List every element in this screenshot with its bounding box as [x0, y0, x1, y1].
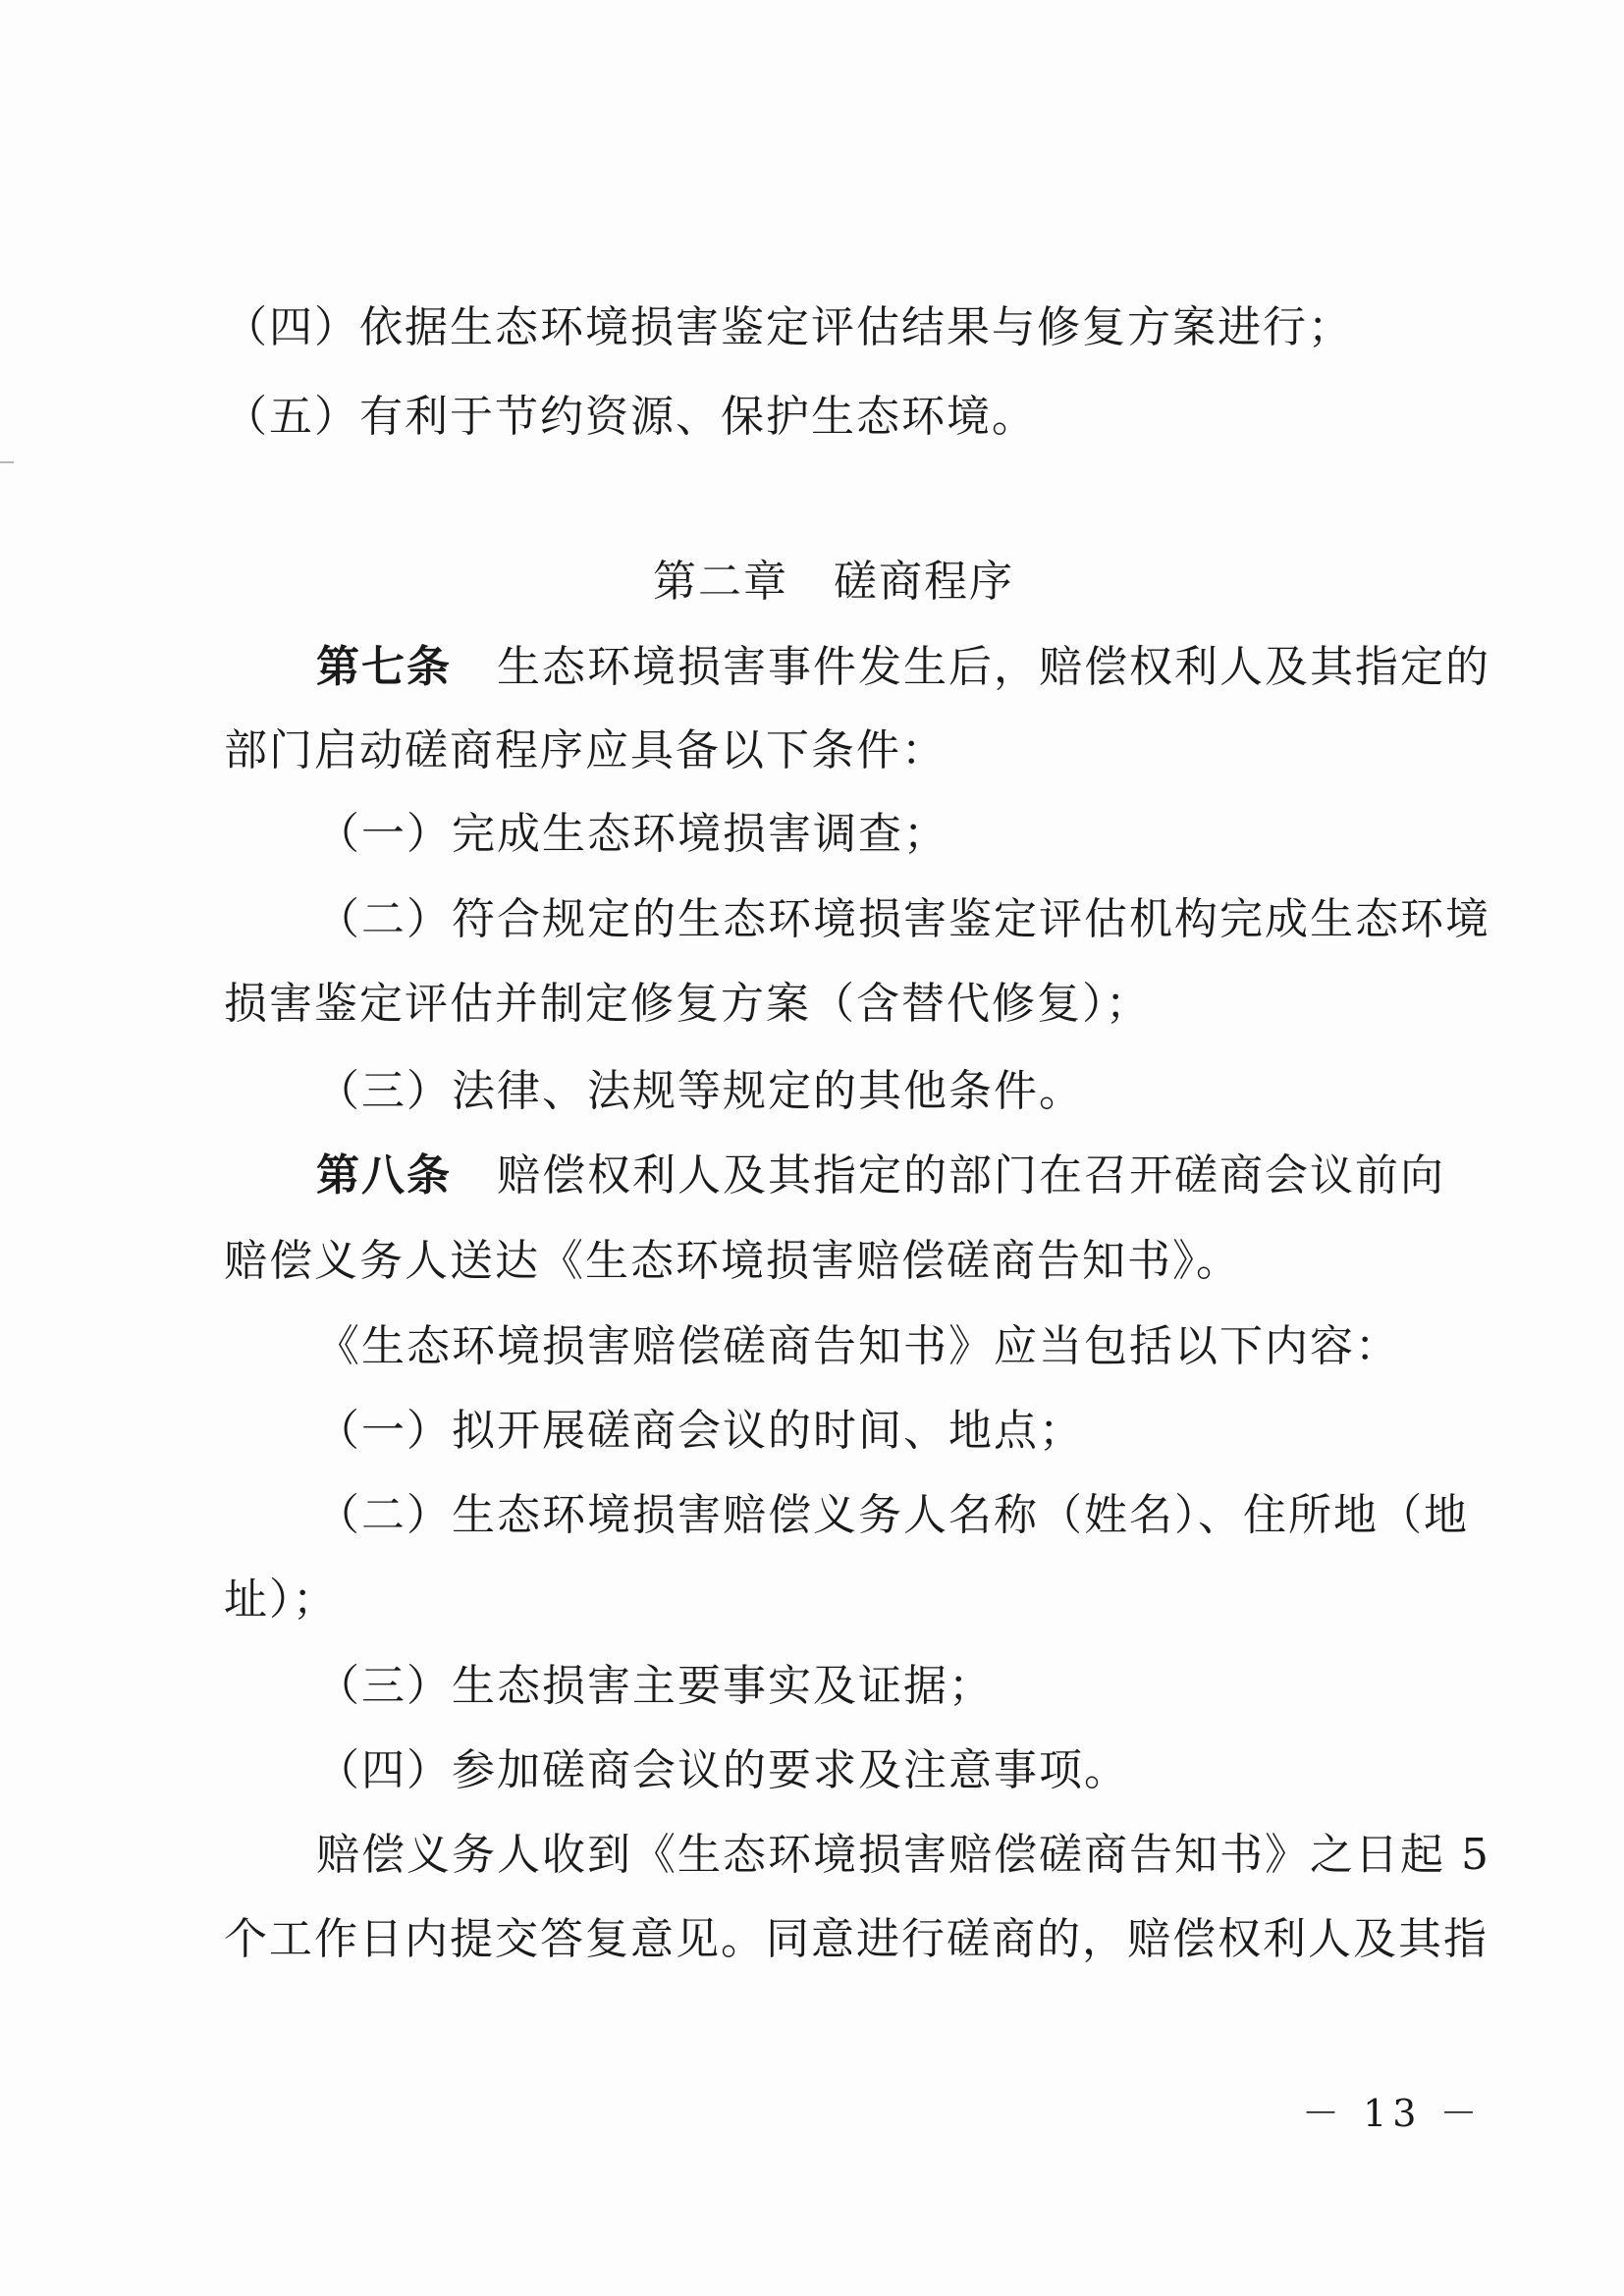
- article-8-item-1: （一）拟开展磋商会议的时间、地点；: [316, 1406, 1084, 1456]
- article-7-line-2: 部门启动磋商程序应具备以下条件：: [224, 725, 947, 775]
- article-8-line-2: 赔偿义务人送达《生态环境损害赔偿磋商告知书》。: [224, 1236, 1241, 1286]
- article-8-para-3-line-2: 个工作日内提交答复意见。同意进行磋商的，赔偿权利人及其指: [224, 1914, 1489, 1964]
- article-7-text: 生态环境损害事件发生后，赔偿权利人及其指定的: [497, 642, 1490, 692]
- article-8-item-3: （三）生态损害主要事实及证据；: [316, 1661, 994, 1711]
- article-8-text: 赔偿权利人及其指定的部门在召开磋商会议前向: [497, 1150, 1445, 1201]
- article-8-spacer: [452, 1150, 497, 1201]
- scan-mark: [0, 461, 14, 463]
- article-8-item-4: （四）参加磋商会议的要求及注意事项。: [316, 1745, 1129, 1795]
- clause-item-4: （四）依据生态环境损害鉴定评估结果与修复方案进行；: [224, 302, 1353, 352]
- article-8-item-2-line-1: （二）生态环境损害赔偿义务人名称（姓名）、住所地（地: [316, 1490, 1469, 1540]
- article-8-item-2-line-2: 址）；: [224, 1575, 338, 1625]
- chapter-title: 第二章 磋商程序: [653, 557, 1014, 607]
- article-8-para-3-line-1: 赔偿义务人收到《生态环境损害赔偿磋商告知书》之日起 5: [316, 1830, 1490, 1880]
- article-7-spacer: [452, 642, 497, 692]
- article-7-label: 第七条: [316, 642, 452, 692]
- article-7-item-3: （三）法律、法规等规定的其他条件。: [316, 1066, 1084, 1116]
- article-7-item-1: （一）完成生态环境损害调查；: [316, 809, 948, 859]
- article-7-first-line: [316, 638, 1490, 697]
- article-8-para-2: 《生态环境损害赔偿磋商告知书》应当包括以下内容：: [316, 1321, 1400, 1371]
- clause-item-5: （五）有利于节约资源、保护生态环境。: [224, 392, 1037, 442]
- page-number: － 13 －: [1302, 2092, 1484, 2135]
- article-7-item-2-line-2: 损害鉴定评估并制定修复方案（含替代修复）；: [224, 979, 1151, 1029]
- article-8-first-line: [316, 1147, 1445, 1205]
- article-7-item-2-line-1: （二）符合规定的生态环境损害鉴定评估机构完成生态环境: [316, 894, 1490, 944]
- article-8-label: 第八条: [316, 1150, 452, 1201]
